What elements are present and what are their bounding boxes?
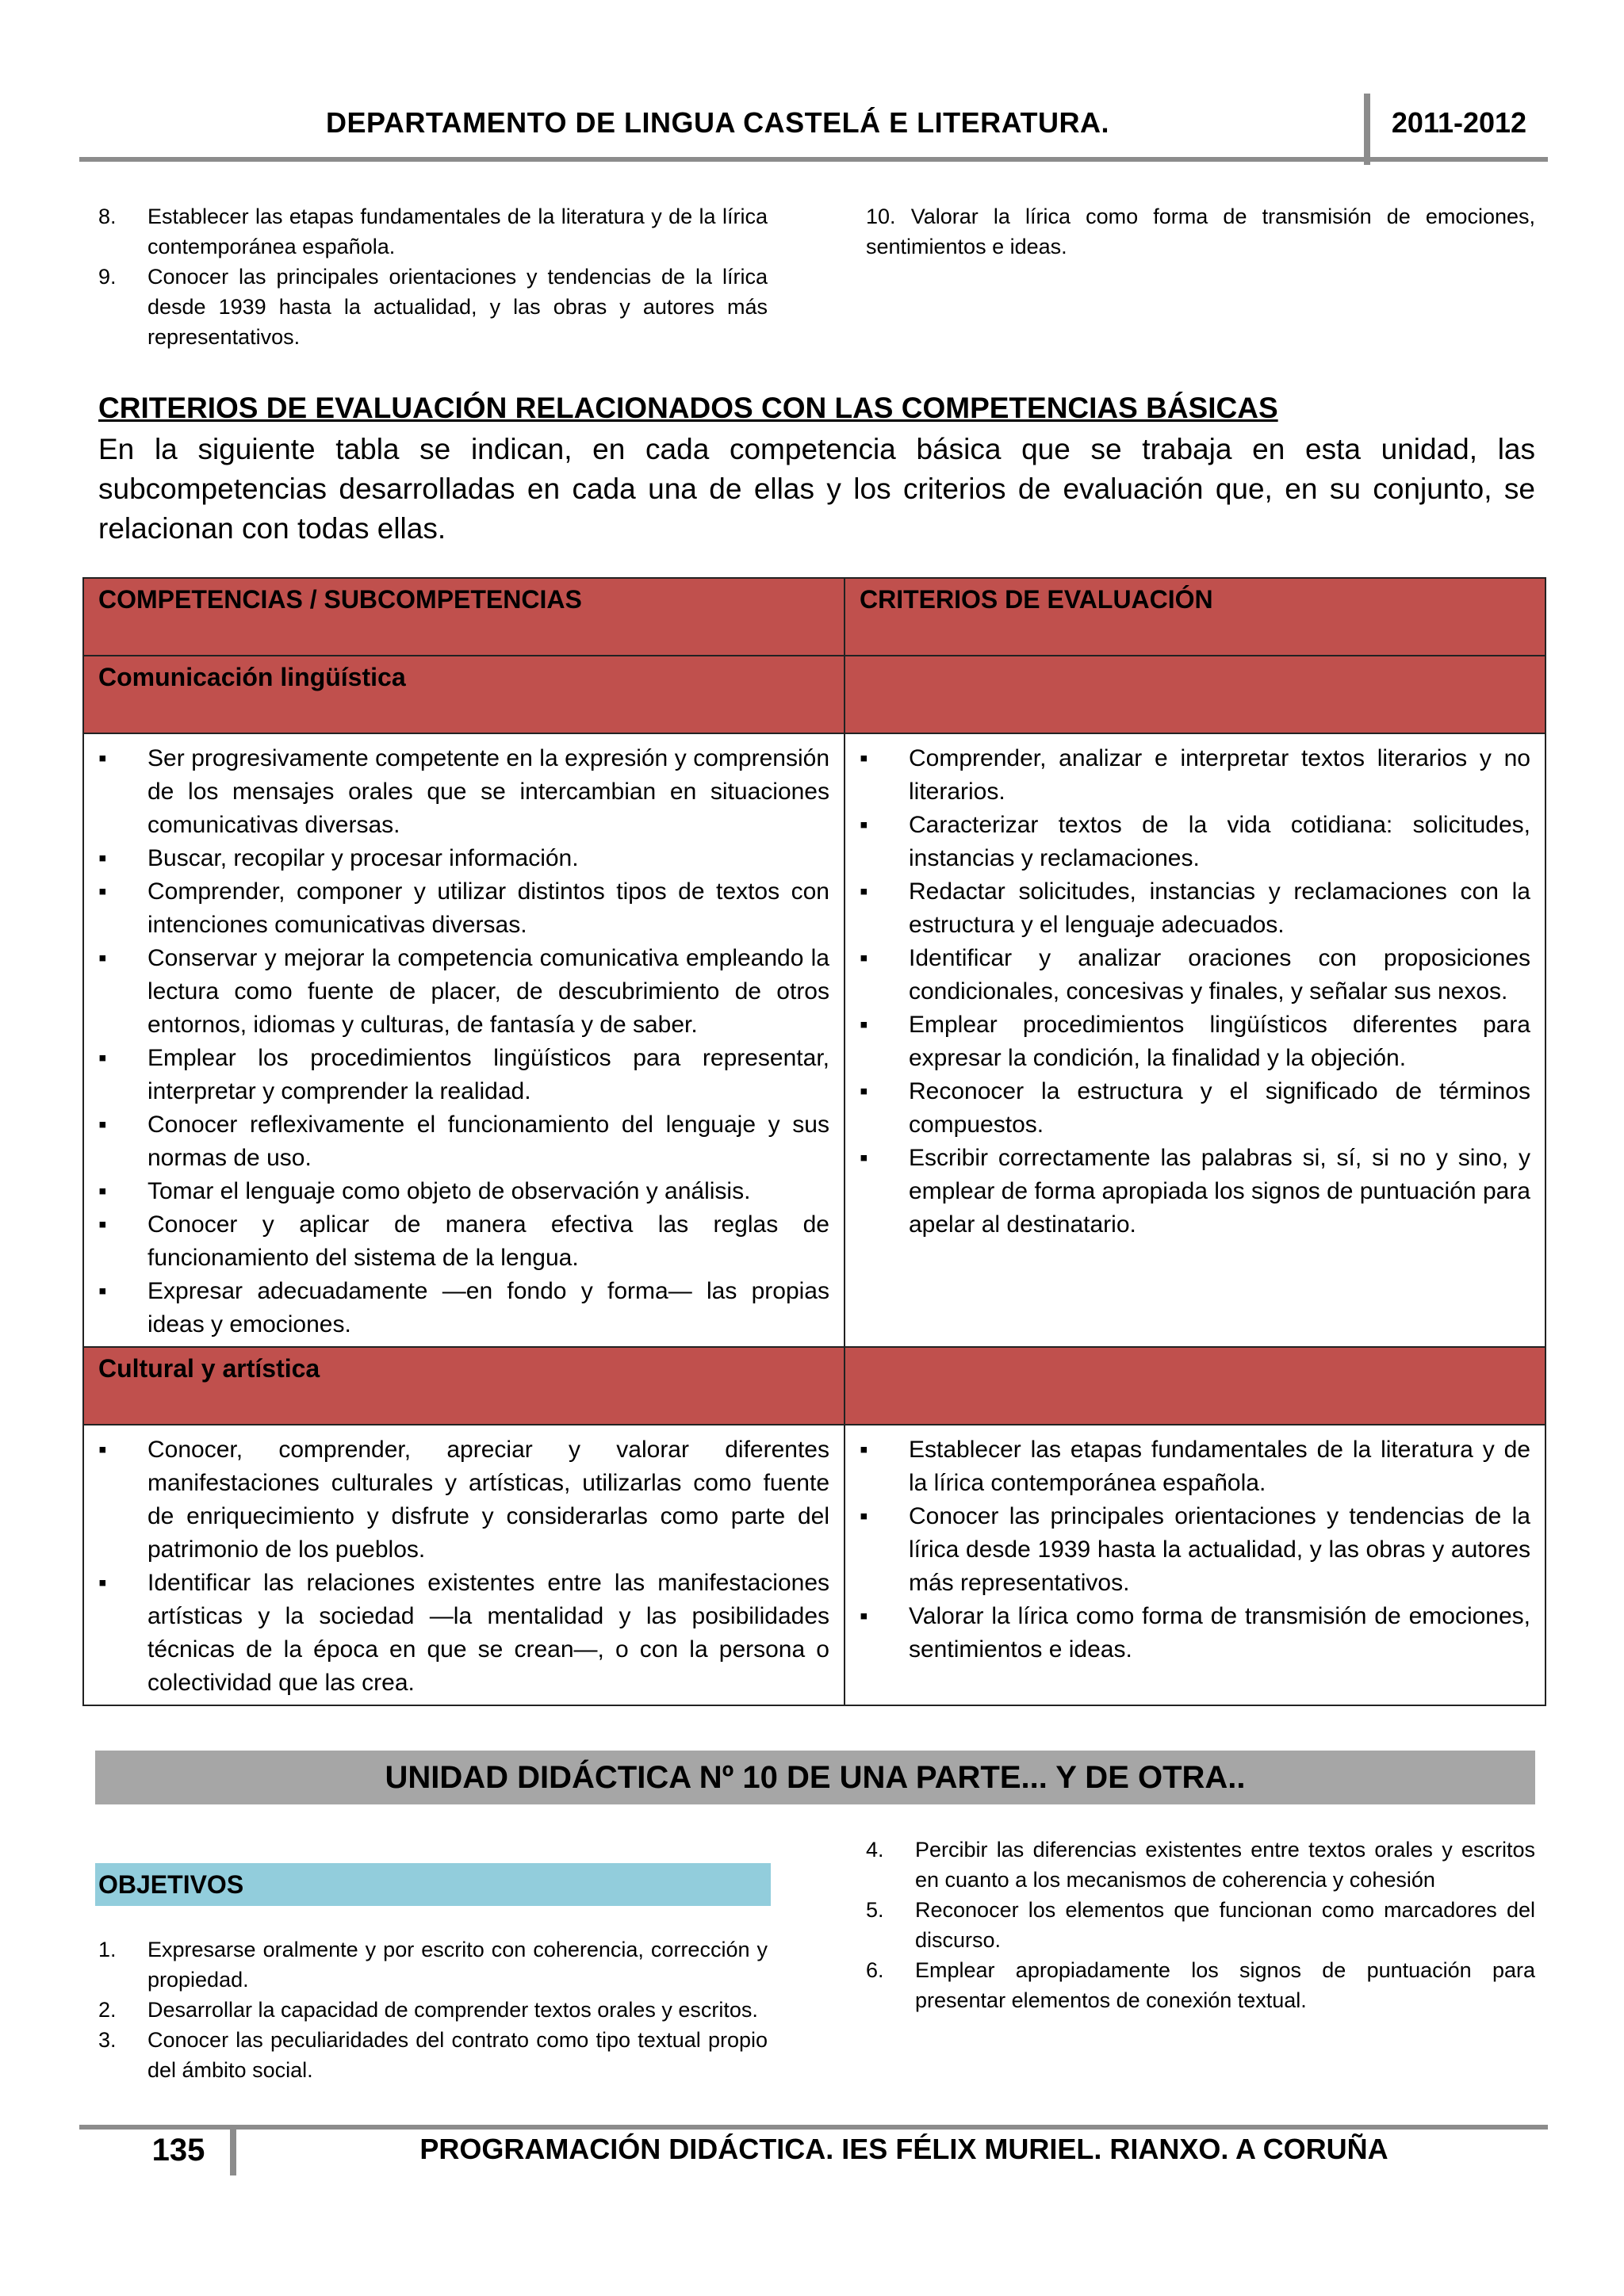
page-number: 135 xyxy=(151,2133,205,2168)
list-item: ▪ Conocer reflexivamente el funcionamiento del lenguaje y sus normas de uso. xyxy=(98,1108,829,1175)
list-item: 9. Conocer las principales orientaciones y tendencias de la lírica desde 1939 hasta la actualidad, y las obras y autores más representativos. xyxy=(98,265,768,349)
list-item: ▪ Conocer y aplicar de manera efectiva las reglas de funcionamiento del sistema de la lengua. xyxy=(98,1208,829,1275)
list-item: ▪ Valorar la lírica como forma de transmisión de emociones, sentimientos e ideas. xyxy=(860,1600,1530,1667)
section-name-comunicacion: Comunicación lingüística xyxy=(83,656,845,733)
objectives-heading: OBJETIVOS xyxy=(95,1863,771,1906)
list-item: ▪ Emplear los procedimientos lingüísticos para representar, interpretar y comprender la realidad. xyxy=(98,1042,829,1108)
unit-objectives-left xyxy=(98,1934,768,2085)
list-item: ▪ Identificar y analizar oraciones con proposiciones condicionales, concesivas y finales, y señalar sus nexos. xyxy=(860,942,1530,1008)
section-intro: En la siguiente tabla se indican, en cada competencia básica que se trabaja en esta unidad, las subcompetencias desarrolladas en cada una de ellas y los criterios de evaluación que, en su conjunto, se relacionan con todas ellas. xyxy=(98,433,1535,545)
list-item: ▪ Conocer, comprender, apreciar y valorar diferentes manifestaciones culturales y artísticas, utilizarlas como fuente de enriquecimiento y disfrute y considerarlas como parte del patrimonio de los pueblos. xyxy=(98,1433,829,1567)
subcompetencias-cell xyxy=(83,733,845,1347)
footer-text: PROGRAMACIÓN DIDÁCTICA. IES FÉLIX MURIEL. RIANXO. A CORUÑA xyxy=(419,2133,1388,2165)
objectives-list-left xyxy=(98,201,768,352)
list-item: ▪ Expresar adecuadamente —en fondo y forma— las propias ideas y emociones. xyxy=(98,1275,829,1341)
list-item: 6. Emplear apropiadamente los signos de puntuación para presentar elementos de conexión textual. xyxy=(866,1958,1535,2012)
list-item: 2. Desarrollar la capacidad de comprender textos orales y escritos. xyxy=(98,1998,758,2022)
list-item: ▪ Conocer las principales orientaciones y tendencias de la lírica desde 1939 hasta la actualidad, y las obras y autores más representativos. xyxy=(860,1500,1530,1600)
objectives-list-right xyxy=(866,201,1535,262)
list-item: ▪ Emplear procedimientos lingüísticos diferentes para expresar la condición, la finalidad y la objeción. xyxy=(860,1008,1530,1075)
competencies-table xyxy=(82,577,1546,1706)
unit-title-banner: UNIDAD DIDÁCTICA Nº 10 DE UNA PARTE... Y DE OTRA.. xyxy=(95,1751,1535,1804)
section-name-cultural: Cultural y artística xyxy=(83,1347,845,1425)
section-empty-cell xyxy=(845,656,1545,733)
list-item: ▪ Ser progresivamente competente en la expresión y comprensión de los mensajes orales que se intercambian en situaciones comunicativas diversas. xyxy=(98,742,829,842)
list-item: ▪ Reconocer la estructura y el significado de términos compuestos. xyxy=(860,1075,1530,1142)
table-header-criterios: CRITERIOS DE EVALUACIÓN xyxy=(845,578,1545,656)
header-divider xyxy=(1364,94,1370,165)
criterios-cell xyxy=(845,1425,1545,1705)
list-item: 10. Valorar la lírica como forma de transmisión de emociones, sentimientos e ideas. xyxy=(866,205,1535,258)
list-item: ▪ Buscar, recopilar y procesar información. xyxy=(98,842,829,875)
subcompetencias-cell xyxy=(83,1425,845,1705)
list-item: 8. Establecer las etapas fundamentales de la literatura y de la lírica contemporánea española. xyxy=(98,205,768,258)
table-header-competencias: COMPETENCIAS / SUBCOMPETENCIAS xyxy=(83,578,845,656)
header-rule xyxy=(79,157,1548,162)
unit-objectives-right xyxy=(866,1835,1535,2015)
list-item: ▪ Escribir correctamente las palabras si, sí, si no y sino, y emplear de forma apropiada los signos de puntuación para apelar al destinatario. xyxy=(860,1142,1530,1242)
list-item: ▪ Establecer las etapas fundamentales de la literatura y de la lírica contemporánea española. xyxy=(860,1433,1530,1500)
footer-rule xyxy=(79,2125,1548,2130)
list-item: 5. Reconocer los elementos que funcionan como marcadores del discurso. xyxy=(866,1898,1535,1952)
list-item: 3. Conocer las peculiaridades del contrato como tipo textual propio del ámbito social. xyxy=(98,2028,768,2082)
list-item: ▪ Identificar las relaciones existentes entre las manifestaciones artísticas y la sociedad —la mentalidad y las posibilidades técnicas de la época en que se crean—, o con la persona o colectividad que las crea. xyxy=(98,1567,829,1700)
criterios-cell xyxy=(845,733,1545,1347)
list-item: 1. Expresarse oralmente y por escrito con coherencia, corrección y propiedad. xyxy=(98,1938,768,1992)
section-title: CRITERIOS DE EVALUACIÓN RELACIONADOS CON LAS COMPETENCIAS BÁSICAS xyxy=(98,392,1278,424)
section-empty-cell xyxy=(845,1347,1545,1425)
list-item: ▪ Comprender, analizar e interpretar textos literarios y no literarios. xyxy=(860,742,1530,809)
header-year: 2011-2012 xyxy=(1391,106,1527,139)
list-item: 4. Percibir las diferencias existentes entre textos orales y escritos en cuanto a los mecanismos de coherencia y cohesión xyxy=(866,1838,1535,1892)
footer-divider xyxy=(230,2128,236,2175)
list-item: ▪ Tomar el lenguaje como objeto de observación y análisis. xyxy=(98,1175,829,1208)
list-item: ▪ Conservar y mejorar la competencia comunicativa empleando la lectura como fuente de placer, de descubrimiento de otros entornos, idiomas y culturas, de fantasía y de saber. xyxy=(98,942,829,1042)
list-item: ▪ Comprender, componer y utilizar distintos tipos de textos con intenciones comunicativas diversas. xyxy=(98,875,829,942)
list-item: ▪ Redactar solicitudes, instancias y reclamaciones con la estructura y el lenguaje adecuados. xyxy=(860,875,1530,942)
header-title: DEPARTAMENTO DE LINGUA CASTELÁ E LITERATURA. xyxy=(326,106,1109,139)
list-item: ▪ Caracterizar textos de la vida cotidiana: solicitudes, instancias y reclamaciones. xyxy=(860,809,1530,875)
